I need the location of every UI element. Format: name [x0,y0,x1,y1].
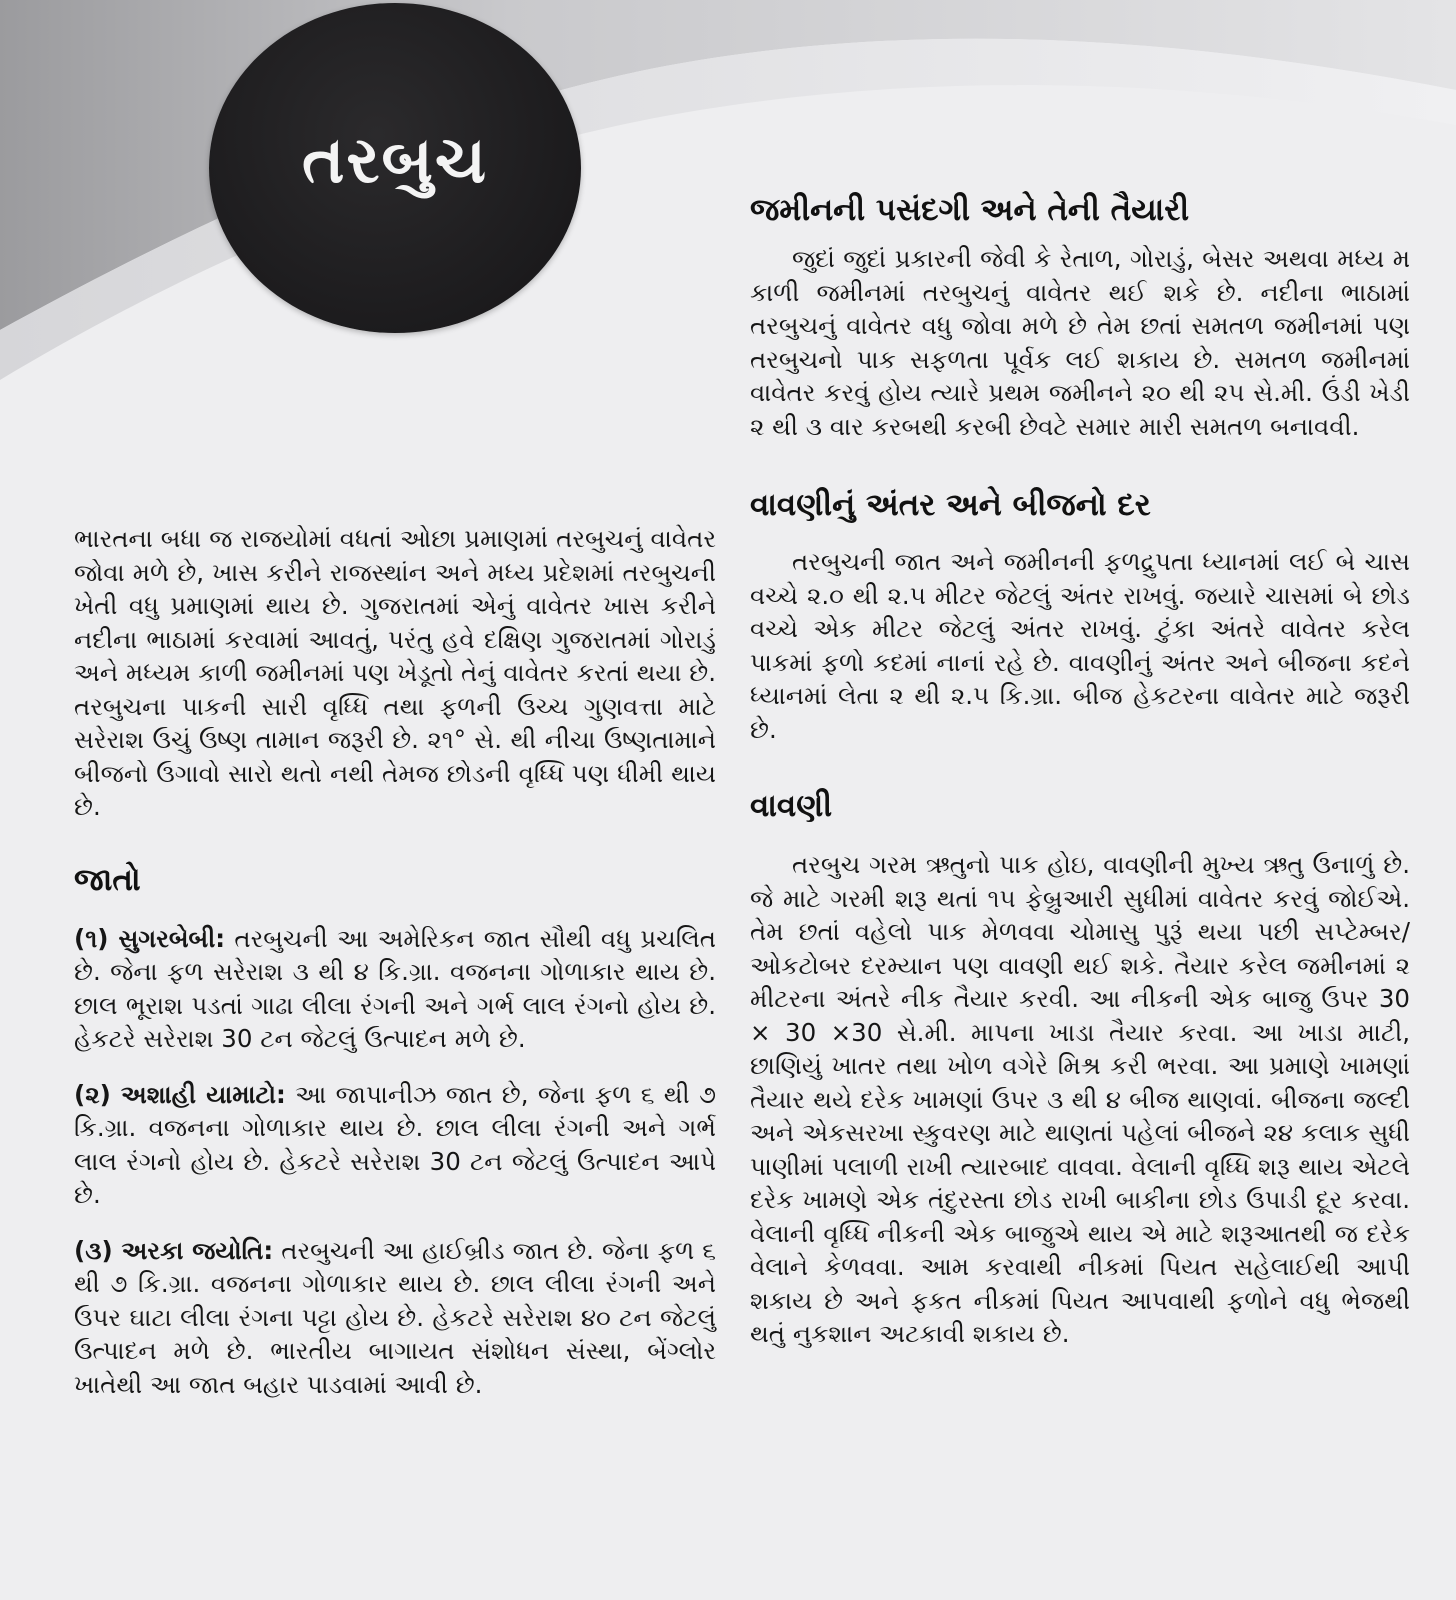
variety-text: આ જાપાનીઝ જાત છે, જેના ફળ ૬ થી ૭ કિ.ગ્રા. વજનના ગોળાકાર થાય છે. છાલ લીલા રંગની અને ગર્ભ લાલ રંગનો હોય છે. હેકટરે સરેરાશ 30 ટન જેટલું ઉત્પાદન આપે છે. [74,1079,716,1209]
section-heading-spacing: વાવણીનું અંતર અને બીજનો દર [750,487,1151,523]
variety-name: (૧) સુગરબેબી: [74,923,226,953]
title-circle [209,3,581,333]
varieties-heading: જાતો [74,861,141,898]
variety-text: તરબુચની આ હાઈબ્રીડ જાત છે. જેના ફળ ૬ થી ૭ કિ.ગ્રા. વજનના ગોળાકાર થાય છે. છાલ લીલા રંગની અને ઉપર ઘાટા લીલા રંગના પટ્ટા હોય છે. હેકટરે સરેરાશ ૪૦ ટન જેટલું ઉત્પાદન મળે છે. ભારતીય બાગાયત સંશોધન સંસ્થા, બેંગ્લોર ખાતેથી આ જાત બહાર પાડવામાં આવી છે. [74,1235,717,1399]
section-body-spacing: તરબુચની જાત અને જમીનની ફળદ્રુપતા ધ્યાનમાં લઈ બે ચાસ વચ્ચે ૨.૦ થી ૨.૫ મીટર જેટલું અંતર રાખવું. જયારે ચાસમાં બે છોડ વચ્ચે એક મીટર જેટલું અંતર રાખવું. ટુંકા અંતરે વાવેતર કરેલ પાકમાં ફળો કદમાં નાનાં રહે છે. વાવણીનું અંતર અને બીજના કદને ધ્યાનમાં લેતા ૨ થી ૨.૫ કિ.ગ્રા. બીજ હેકટરના વાવેતર માટે જરૂરી છે. [750,547,1410,744]
left-column [74,522,716,1423]
section-body-sowing: તરબુચ ગરમ ઋતુનો પાક હોઇ, વાવણીની મુખ્ય ઋતુ ઉનાળું છે. જે માટે ગરમી શરૂ થતાં ૧૫ ફેબ્રુઆરી સુધીમાં વાવેતર કરવું જોઈએ. તેમ છતાં વહેલો પાક મેળવવા ચોમાસુ પુરૂં થયા પછી સપ્ટેમ્બર/ઓકટોબર દરમ્યાન પણ વાવણી થઈ શકે. તૈયાર કરેલ જમીનમાં ૨ મીટરના અંતરે નીક તૈયાર કરવી. આ નીકની એક બાજુ ઉપર 30 × 30 ×30 સે.મી. માપના ખાડા તૈયાર કરવા. આ ખાડા માટી, છાણિયું ખાતર તથા ખોળ વગેરે મિશ્ર કરી ભરવા. આ પ્રમાણે ખામણાં તૈયાર થયે દરેક ખામણાં ઉપર ૩ થી ૪ બીજ થાણવાં. બીજના જલ્દી અને એકસરખા સ્કુવરણ માટે થાણતાં પહેલાં બીજને ૨૪ કલાક સુધી પાણીમાં પલાળી રાખી ત્યારબાદ વાવવા. વેલાની વૃધ્ધિ શરૂ થાય એટલે દરેક ખામણે એક તંદુરસ્તા છોડ રાખી બાકીના છોડ ઉપાડી દૂર કરવા. વેલાની વૃધ્ધિ નીકની એક બાજુએ થાય એ માટે શરૂઆતથી જ દરેક વેલાને કેળવવા. આમ કરવાથી નીકમાં પિયત સહેલાઈથી આપી શકાય છે અને ફકત નીકમાં પિયત આપવાથી ફળોને વધુ ભેજથી થતું નુકશાન અટકાવી શકાય છે. [750,850,1410,1348]
intro-paragraph: ભારતના બધા જ રાજયોમાં વધતાં ઓછા પ્રમાણમાં તરબુચનું વાવેતર જોવા મળે છે, ખાસ કરીને રાજસ્થાંન અને મધ્ય પ્રદેશમાં તરબુચની ખેતી વધુ પ્રમાણમાં થાય છે. ગુજરાતમાં એનું વાવેતર ખાસ કરીને નદીના ભાઠામાં કરવામાં આવતું, પરંતુ હવે દક્ષિણ ગુજરાતમાં ગોરાડું અને મધ્યમ કાળી જમીનમાં પણ ખેડૂતો તેનું વાવેતર કરતાં થયા છે. તરબુચના પાકની સારી વૃધ્ધિ તથા ફળની ઉચ્ચ ગુણવત્તા માટે સરેરાશ ઉચું ઉષ્ણ તામાન જરૂરી છે. ૨૧° સે. થી નીચા ઉષ્ણતામાને બીજનો ઉગાવો સારો થતો નથી તેમજ છોડની વૃધ્ધિ પણ ધીમી થાય છે. [74,524,716,821]
variety-item [74,1234,716,1402]
variety-name: (૩) અરકા જયોતિ: [74,1235,274,1265]
section-heading-sowing: વાવણી [750,788,833,824]
section-heading-soil: જમીનની પસંદગી અને તેની તૈયારી [750,192,1190,228]
variety-item [74,1078,716,1212]
section-body-soil: જુદાં જુદાં પ્રકારની જેવી કે રેતાળ, ગોરાડું, બેસર અથવા મધ્ય મ કાળી જમીનમાં તરબુચનું વાવેતર થઈ શકે છે. નદીના ભાઠામાં તરબુચનું વાવેતર વધુ જોવા મળે છે તેમ છતાં સમતળ જમીનમાં પણ તરબુચનો પાક સફળતા પૂર્વક લઈ શકાય છે. સમતળ જમીનમાં વાવેતર કરવું હોય ત્યારે પ્રથમ જમીનને ૨૦ થી ૨૫ સે.મી. ઉંડી ખેડી ૨ થી ૩ વાર કરબથી કરબી છેવટે સમાર મારી સમતળ બનાવવી. [750,244,1410,441]
page-title: તરબુચ [301,124,489,198]
variety-name: (૨) અશાહી યામાટો: [74,1079,286,1109]
variety-text: તરબુચની આ અમેરિકન જાત સૌથી વધુ પ્રચલિત છે. જેના ફળ સરેરાશ ૩ થી ૪ કિ.ગ્રા. વજનના ગોળાકાર થાય છે. છાલ ભૂરાશ પડતાં ગાઢા લીલા રંગની અને ગર્ભ લાલ રંગનો હોય છે. હેકટરે સરેરાશ 30 ટન જેટલું ઉત્પાદન મળે છે. [74,923,716,1053]
right-column [750,190,1410,1351]
variety-item [74,922,716,1056]
